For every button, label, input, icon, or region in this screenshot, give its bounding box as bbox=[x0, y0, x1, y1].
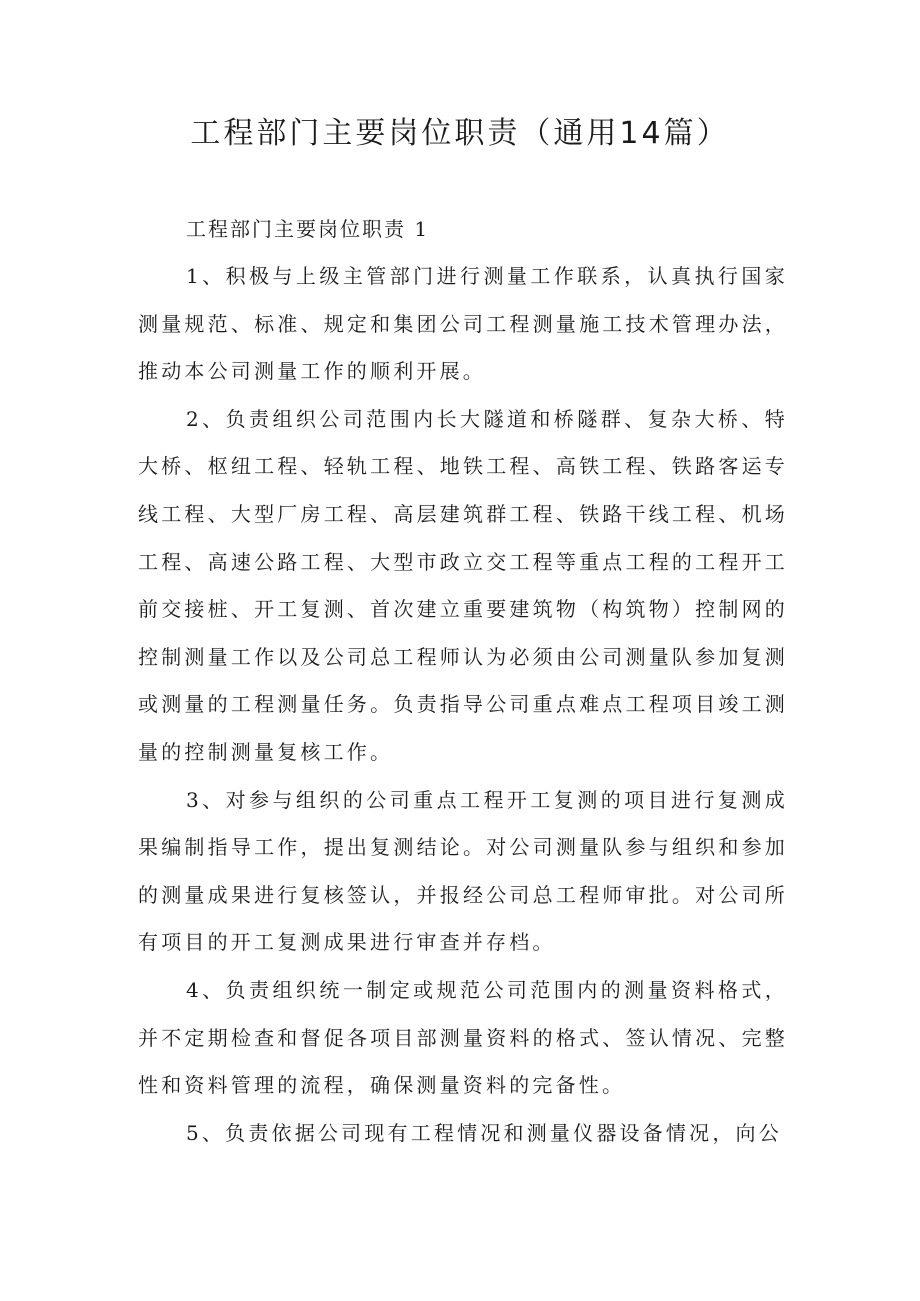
paragraph-5: 5、负责依据公司现有工程情况和测量仪器设备情况，向公 bbox=[186, 1120, 782, 1145]
paragraph-3: 3、对参与组织的公司重点工程开工复测的项目进行复测成果编制指导工作，提出复测结论。对公司测量队参与组织和参加的测量成果进行复核签认，并报经公司总工程师审批。对公司所有项目的开工复测成果进行审查并存档。 bbox=[138, 787, 788, 955]
document-title: 工程部门主要岗位职责（通用14篇） bbox=[190, 116, 730, 151]
section-heading: 工程部门主要岗位职责 1 bbox=[186, 217, 430, 241]
paragraph-2: 2、负责组织公司范围内长大隧道和桥隧群、复杂大桥、特大桥、枢纽工程、轻轨工程、地铁工程、高铁工程、铁路客运专线工程、大型厂房工程、高层建筑群工程、铁路干线工程、机场工程、高速公路工程、大型市政立交工程等重点工程的工程开工前交接桩、开工复测、首次建立重要建筑物（构筑物）控制网的控制测量工作以及公司总工程师认为必须由公司测量队参加复测或测量的工程测量任务。负责指导公司重点难点工程项目竣工测量的控制测量复核工作。 bbox=[138, 406, 788, 764]
document-body bbox=[138, 205, 788, 1157]
paragraph-1: 1、积极与上级主管部门进行测量工作联系，认真执行国家测量规范、标准、规定和集团公司工程测量施工技术管理办法，推动本公司测量工作的顺利开展。 bbox=[138, 264, 788, 384]
paragraph-4: 4、负责组织统一制定或规范公司范围内的测量资料格式，并不定期检查和督促各项目部测量资料的格式、签认情况、完整性和资料管理的流程，确保测量资料的完备性。 bbox=[138, 977, 788, 1098]
